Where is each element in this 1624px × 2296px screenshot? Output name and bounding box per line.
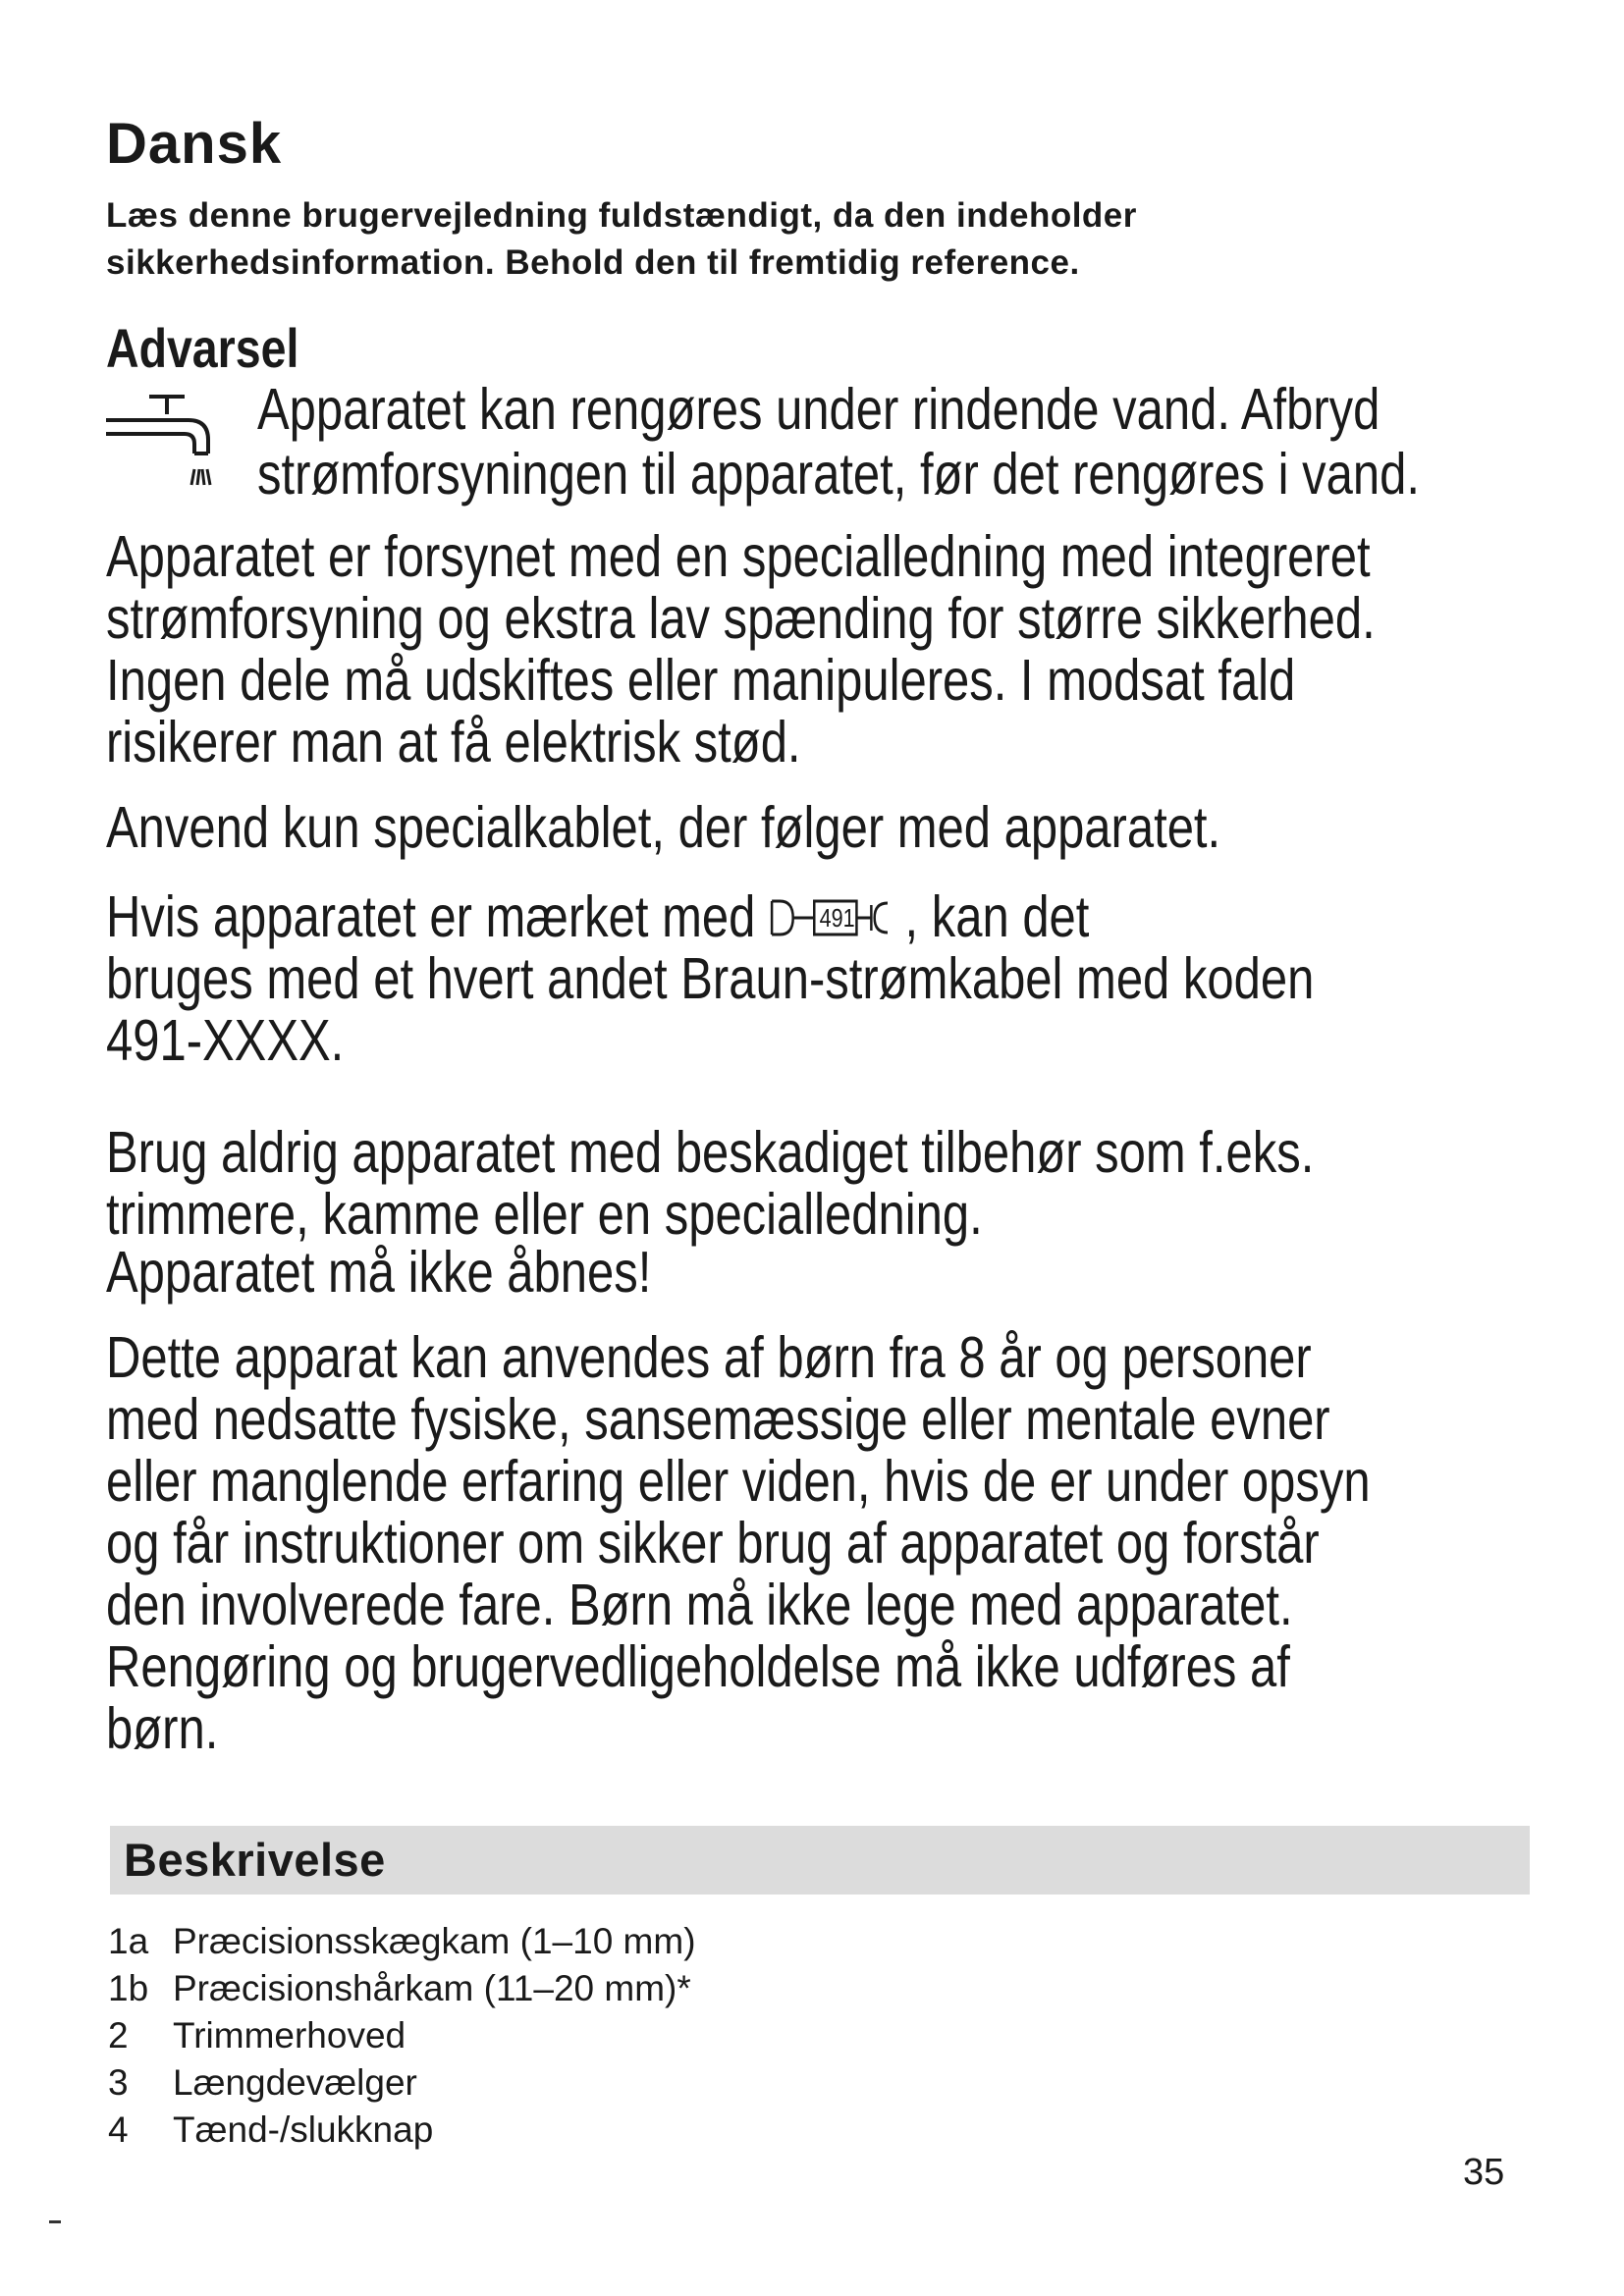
warning-heading: Advarsel [106,317,299,379]
description-section-bar [110,1826,1530,1895]
safety-paragraph-code: Hvis apparatet er mærket med 491 , kan det bruges med et hvert andet Braun-strømkabel med koden 491-XXXX. [106,884,1315,1073]
list-item: 1b Præcisionshårkam (11–20 mm)* [108,1968,691,2008]
list-item: 4 Tænd-/slukknap [108,2109,434,2150]
water-tap-icon [102,391,228,495]
safety-paragraph-accessories: Brug aldrig apparatet med beskadiget tilbehør som f.eks. trimmere, kamme eller en specialledning. [106,1120,1315,1247]
parts-list [108,1918,696,2154]
intro-line: sikkerhedsinformation. Behold den til fremtidig reference. [106,243,1080,282]
list-item: 3 Længdevælger [108,2062,417,2103]
safety-paragraph-open: Apparatet må ikke åbnes! [106,1240,652,1305]
cord-code-symbol-icon: 491 [769,895,903,940]
intro-line: Læs denne brugervejledning fuldstændigt, da den indeholder [106,196,1137,235]
list-item: 1a Præcisionsskægkam (1–10 mm) [108,1921,696,1961]
safety-paragraph-cord: Apparatet er forsynet med en specialledning med integreret strømforsyning og ekstra lav spænding for større sikkerhed. Ingen dele må udskiftes eller manipuleres. I modsat fald risikerer man at få elektrisk stød. [106,524,1376,774]
safety-paragraph-cable: Anvend kun specialkablet, der følger med apparatet. [106,795,1221,860]
page-number: 35 [1463,2152,1505,2193]
safety-paragraph-children: Dette apparat kan anvendes af børn fra 8 år og personer med nedsatte fysiske, sansemæssige eller mentale evner eller manglende erfaring eller viden, hvis de er under opsyn og får instruktioner om sikker brug af apparatet og forstår den involverede fare. Børn må ikke lege med apparatet. Rengøring og brugervedligeholdelse må ikke udføres af børn. [106,1325,1371,1761]
language-heading: Dansk [106,112,283,176]
list-item: 2 Trimmerhoved [108,2015,406,2056]
intro-text [106,192,1481,287]
footer-mark [49,2220,61,2223]
description-heading: Beskrivelse [124,1834,386,1886]
warning-text: Apparatet kan rengøres under rindende vand. Afbryd strømforsyningen til apparatet, før det rengøres i vand. [257,377,1420,507]
